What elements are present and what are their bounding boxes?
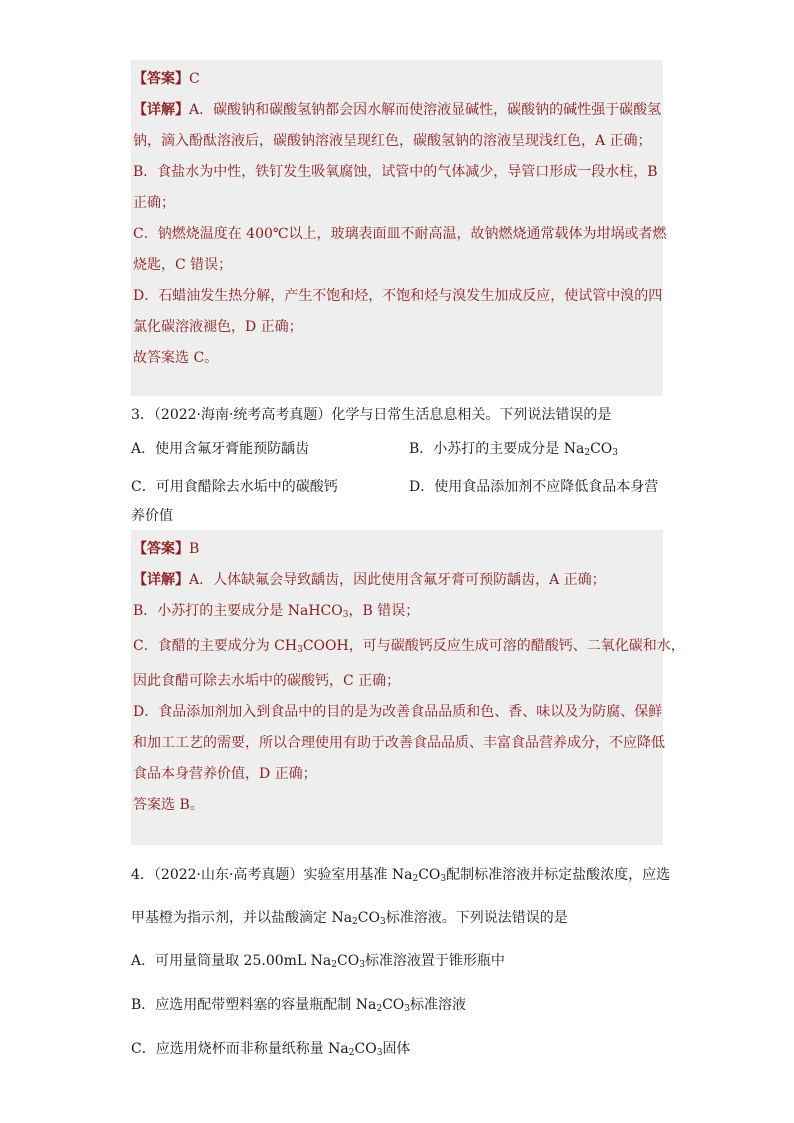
conclusion-line: 故答案选 C。 <box>133 350 219 366</box>
detail-line-b: B．小苏打的主要成分是 NaHCO$_3$，B 错误； <box>133 603 420 620</box>
detail-tag: 【详解】 <box>133 572 189 588</box>
detail-line-3: B．食盐水为中性，铁钉发生吸氧腐蚀，试管中的气体减少，导管口形成一段水柱，B <box>133 164 658 180</box>
detail-line-6: 烧匙，C 错误； <box>133 257 233 273</box>
detail-line-d3: 食品本身营养价值，D 正确； <box>133 766 317 782</box>
detail-line-7: D．石蜡油发生热分解，产生不饱和烃，不饱和烃与溴发生加成反应，使试管中溴的四 <box>133 288 663 304</box>
answer-tag: 【答案】 <box>133 71 189 87</box>
detail-line-4: 正确； <box>133 195 175 211</box>
option-b: B．小苏打的主要成分是 $Na_2CO_3$ <box>409 441 619 458</box>
answer-line <box>133 64 663 95</box>
question-3-options-row-1 <box>131 432 663 470</box>
question-4-stem-1: 4．（2022·山东·高考真题）实验室用基准 $Na_2CO_3$配制标准溶液并标定盐酸浓度，应选 <box>131 867 671 884</box>
detail-line-d2: 和加工工艺的需要，所以合理使用有助于改善食品品质、丰富食品营养成分，不应降低 <box>133 735 665 751</box>
detail-line-a: 【详解】A．人体缺氟会导致龋齿，因此使用含氟牙膏可预防龋齿，A 正确； <box>133 572 606 588</box>
detail-line-c1: C．食醋的主要成分为 $CH_3COOH$，可与碳酸钙反应生成可溶的醋酸钙、二氧化碳和水， <box>133 638 685 655</box>
answer-value: C <box>189 71 200 87</box>
question-4-option-a: A．可用量筒量取 25.00mL $Na_2CO_3$标准溶液置于锥形瓶中 <box>131 953 505 970</box>
conclusion-line: 答案选 B。 <box>133 797 204 813</box>
question-4-option-b: B．应选用配带塑料塞的容量瓶配制 $Na_2CO_3$标准溶液 <box>131 997 467 1014</box>
question-3-stem: 3．（2022·海南·统考高考真题）化学与日常生活息息相关。下列说法错误的是 <box>131 407 612 423</box>
detail-line-2: 钠，滴入酚酞溶液后，碳酸钠溶液呈现红色，碳酸氢钠的溶液呈现浅红色，A 正确； <box>133 133 652 149</box>
detail-line-c2: 因此食醋可除去水垢中的碳酸钙，C 正确； <box>133 673 401 689</box>
detail-line-8: 氯化碳溶液褪色，D 正确； <box>133 319 303 335</box>
option-c: C．可用食醋除去水垢中的碳酸钙 <box>131 479 338 495</box>
answer-box-q3 <box>131 530 685 845</box>
answer-line <box>133 534 663 565</box>
answer-tag: 【答案】 <box>133 541 189 557</box>
detail-line-d1: D．食品添加剂加入到食品中的目的是为改善食品品质和色、香、味以及为防腐、保鲜 <box>133 704 663 720</box>
detail-tag: 【详解】 <box>133 102 189 118</box>
detail-line-1: 【详解】A．碳酸钠和碳酸氢钠都会因水解而使溶液显碱性，碳酸钠的碱性强于碳酸氢 <box>133 102 662 118</box>
option-d-continued: 养价值 <box>131 508 173 524</box>
answer-box-q2 <box>131 60 667 396</box>
option-d: D．使用食品添加剂不应降低食品本身营 <box>409 479 659 495</box>
question-4 <box>131 855 671 1073</box>
question-4-stem-2: 甲基橙为指示剂，并以盐酸滴定 $Na_2CO_3$标准溶液。下列说法错误的是 <box>131 910 568 927</box>
question-3-options-row-2 <box>131 470 663 504</box>
detail-line-5: C．钠燃烧温度在 400℃以上，玻璃表面皿不耐高温，故钠燃烧通常载体为坩埚或者燃 <box>133 226 667 242</box>
answer-value: B <box>189 541 200 557</box>
option-a: A．使用含氟牙膏能预防龋齿 <box>131 441 310 457</box>
question-4-option-c: C．应选用烧杯而非称量纸称量 $Na_2CO_3$固体 <box>131 1041 411 1058</box>
document-page <box>131 60 685 1073</box>
